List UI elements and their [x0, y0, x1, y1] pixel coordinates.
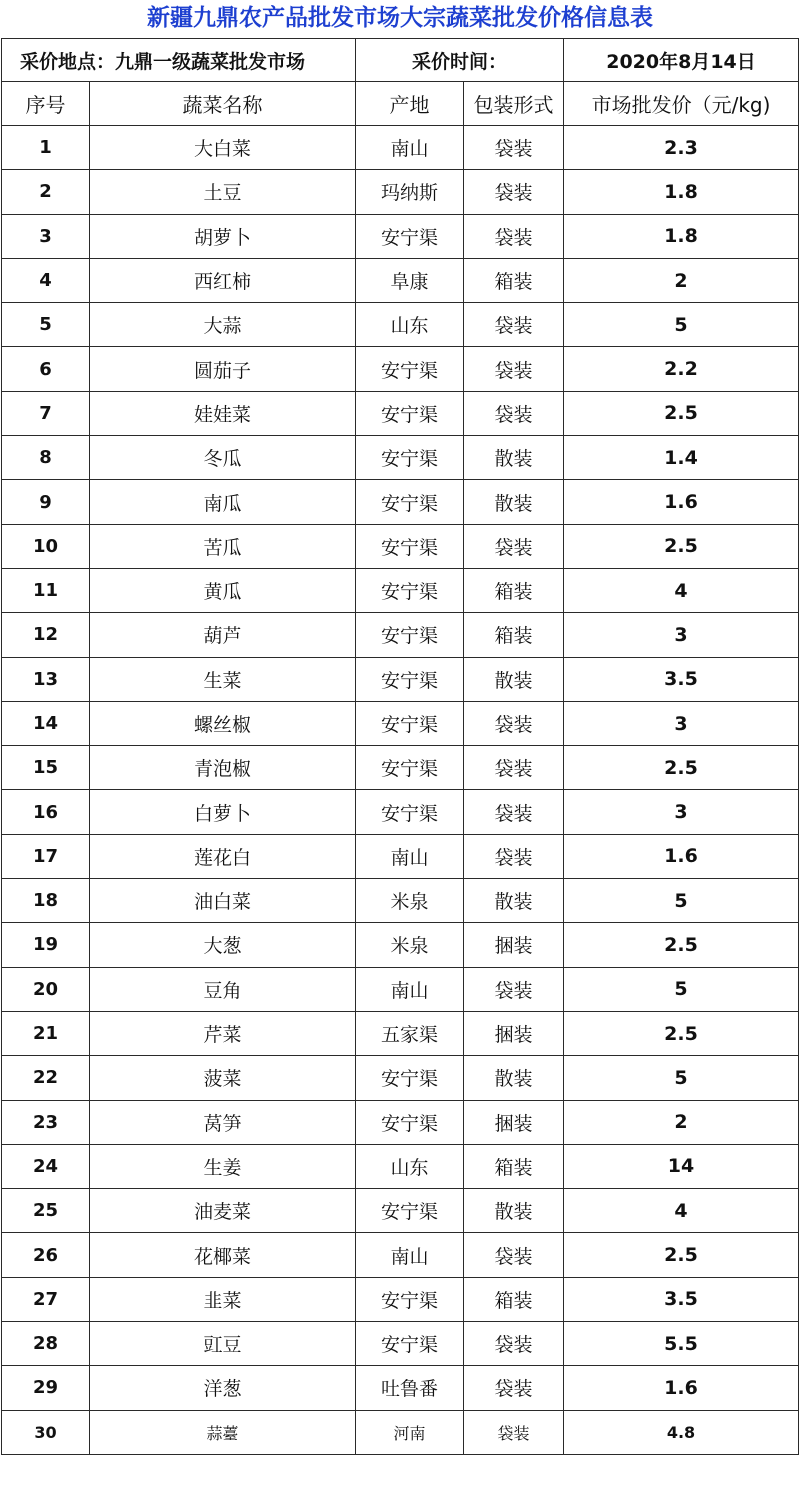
cell-packaging: 散装 [464, 657, 564, 701]
cell-origin: 安宁渠 [356, 701, 464, 745]
cell-origin: 安宁渠 [356, 1056, 464, 1100]
cell-packaging: 箱装 [464, 258, 564, 302]
cell-index: 22 [2, 1056, 90, 1100]
cell-vegetable-name: 蒜薹 [90, 1410, 356, 1454]
table-row [2, 303, 799, 347]
cell-origin: 安宁渠 [356, 436, 464, 480]
cell-origin: 五家渠 [356, 1011, 464, 1055]
cell-vegetable-name: 螺丝椒 [90, 701, 356, 745]
cell-vegetable-name: 胡萝卜 [90, 214, 356, 258]
cell-packaging: 散装 [464, 879, 564, 923]
cell-price: 5 [564, 879, 799, 923]
cell-origin: 南山 [356, 967, 464, 1011]
cell-price: 5.5 [564, 1322, 799, 1366]
cell-vegetable-name: 花椰菜 [90, 1233, 356, 1277]
cell-packaging: 袋装 [464, 834, 564, 878]
cell-price: 3.5 [564, 1277, 799, 1321]
cell-origin: 安宁渠 [356, 480, 464, 524]
cell-price: 1.6 [564, 1366, 799, 1410]
table-row [2, 214, 799, 258]
cell-origin: 南山 [356, 1233, 464, 1277]
cell-vegetable-name: 南瓜 [90, 480, 356, 524]
cell-origin: 安宁渠 [356, 1277, 464, 1321]
header-index: 序号 [2, 82, 90, 126]
cell-vegetable-name: 葫芦 [90, 613, 356, 657]
cell-index: 15 [2, 746, 90, 790]
cell-price: 2 [564, 258, 799, 302]
cell-index: 20 [2, 967, 90, 1011]
table-row [2, 657, 799, 701]
cell-packaging: 散装 [464, 1056, 564, 1100]
table-row [2, 1189, 799, 1233]
table-row [2, 1277, 799, 1321]
cell-origin: 安宁渠 [356, 1322, 464, 1366]
cell-index: 25 [2, 1189, 90, 1233]
cell-vegetable-name: 土豆 [90, 170, 356, 214]
cell-price: 2.5 [564, 391, 799, 435]
cell-origin: 玛纳斯 [356, 170, 464, 214]
info-row [2, 39, 799, 82]
cell-price: 3 [564, 701, 799, 745]
cell-vegetable-name: 韭菜 [90, 1277, 356, 1321]
cell-price: 5 [564, 967, 799, 1011]
table-row [2, 701, 799, 745]
cell-origin: 安宁渠 [356, 214, 464, 258]
table-row [2, 879, 799, 923]
cell-vegetable-name: 大蒜 [90, 303, 356, 347]
cell-packaging: 箱装 [464, 1144, 564, 1188]
table-row [2, 1366, 799, 1410]
cell-packaging: 箱装 [464, 1277, 564, 1321]
cell-price: 1.8 [564, 214, 799, 258]
cell-vegetable-name: 莲花白 [90, 834, 356, 878]
cell-vegetable-name: 大葱 [90, 923, 356, 967]
cell-price: 1.4 [564, 436, 799, 480]
cell-price: 3 [564, 790, 799, 834]
table-row [2, 834, 799, 878]
cell-origin: 安宁渠 [356, 391, 464, 435]
location-cell [2, 39, 356, 82]
table-row [2, 1322, 799, 1366]
cell-vegetable-name: 菠菜 [90, 1056, 356, 1100]
cell-origin: 吐鲁番 [356, 1366, 464, 1410]
cell-index: 23 [2, 1100, 90, 1144]
cell-packaging: 捆装 [464, 1100, 564, 1144]
cell-origin: 米泉 [356, 923, 464, 967]
cell-price: 2.5 [564, 524, 799, 568]
cell-index: 27 [2, 1277, 90, 1321]
price-table [1, 38, 799, 1455]
cell-packaging: 散装 [464, 480, 564, 524]
cell-price: 4.8 [564, 1410, 799, 1454]
cell-index: 16 [2, 790, 90, 834]
cell-index: 4 [2, 258, 90, 302]
cell-packaging: 袋装 [464, 391, 564, 435]
table-row [2, 126, 799, 170]
header-price: 市场批发价（元/kg) [564, 82, 799, 126]
cell-origin: 南山 [356, 834, 464, 878]
table-row [2, 347, 799, 391]
cell-origin: 安宁渠 [356, 1100, 464, 1144]
table-row [2, 967, 799, 1011]
cell-index: 8 [2, 436, 90, 480]
cell-vegetable-name: 生姜 [90, 1144, 356, 1188]
cell-packaging: 散装 [464, 1189, 564, 1233]
cell-index: 19 [2, 923, 90, 967]
cell-vegetable-name: 洋葱 [90, 1366, 356, 1410]
cell-packaging: 袋装 [464, 746, 564, 790]
cell-origin: 河南 [356, 1410, 464, 1454]
cell-index: 11 [2, 568, 90, 612]
table-row [2, 391, 799, 435]
cell-origin: 安宁渠 [356, 613, 464, 657]
cell-vegetable-name: 豇豆 [90, 1322, 356, 1366]
cell-packaging: 箱装 [464, 568, 564, 612]
cell-price: 2.5 [564, 746, 799, 790]
cell-origin: 安宁渠 [356, 790, 464, 834]
cell-vegetable-name: 生菜 [90, 657, 356, 701]
cell-vegetable-name: 苦瓜 [90, 524, 356, 568]
cell-origin: 安宁渠 [356, 568, 464, 612]
cell-index: 3 [2, 214, 90, 258]
cell-origin: 山东 [356, 303, 464, 347]
table-row [2, 258, 799, 302]
time-label: 采价时间： [356, 39, 564, 82]
cell-packaging: 袋装 [464, 790, 564, 834]
page-title: 新疆九鼎农产品批发市场大宗蔬菜批发价格信息表 [147, 5, 653, 31]
table-row [2, 170, 799, 214]
cell-index: 6 [2, 347, 90, 391]
cell-index: 1 [2, 126, 90, 170]
cell-vegetable-name: 白萝卜 [90, 790, 356, 834]
cell-price: 2 [564, 1100, 799, 1144]
cell-price: 5 [564, 303, 799, 347]
cell-packaging: 袋装 [464, 1322, 564, 1366]
cell-packaging: 箱装 [464, 613, 564, 657]
cell-index: 30 [2, 1410, 90, 1454]
cell-packaging: 袋装 [464, 524, 564, 568]
cell-price: 14 [564, 1144, 799, 1188]
cell-index: 7 [2, 391, 90, 435]
table-row [2, 436, 799, 480]
cell-vegetable-name: 西红柿 [90, 258, 356, 302]
cell-index: 10 [2, 524, 90, 568]
cell-vegetable-name: 油麦菜 [90, 1189, 356, 1233]
cell-packaging: 袋装 [464, 170, 564, 214]
cell-price: 3 [564, 613, 799, 657]
cell-vegetable-name: 油白菜 [90, 879, 356, 923]
cell-price: 5 [564, 1056, 799, 1100]
cell-origin: 安宁渠 [356, 1189, 464, 1233]
cell-packaging: 袋装 [464, 701, 564, 745]
cell-index: 14 [2, 701, 90, 745]
cell-origin: 米泉 [356, 879, 464, 923]
cell-vegetable-name: 芹菜 [90, 1011, 356, 1055]
cell-vegetable-name: 圆茄子 [90, 347, 356, 391]
cell-packaging: 袋装 [464, 1233, 564, 1277]
table-row [2, 1144, 799, 1188]
table-row [2, 1011, 799, 1055]
table-row [2, 568, 799, 612]
cell-packaging: 袋装 [464, 967, 564, 1011]
cell-origin: 南山 [356, 126, 464, 170]
location-label: 采价地点： [20, 50, 116, 73]
cell-index: 17 [2, 834, 90, 878]
cell-index: 26 [2, 1233, 90, 1277]
cell-index: 24 [2, 1144, 90, 1188]
cell-price: 3.5 [564, 657, 799, 701]
table-row [2, 613, 799, 657]
cell-index: 29 [2, 1366, 90, 1410]
cell-index: 2 [2, 170, 90, 214]
cell-packaging: 袋装 [464, 214, 564, 258]
cell-index: 13 [2, 657, 90, 701]
table-row [2, 923, 799, 967]
cell-packaging: 散装 [464, 436, 564, 480]
cell-packaging: 袋装 [464, 126, 564, 170]
cell-index: 9 [2, 480, 90, 524]
cell-index: 5 [2, 303, 90, 347]
cell-vegetable-name: 青泡椒 [90, 746, 356, 790]
table-row [2, 746, 799, 790]
cell-origin: 安宁渠 [356, 657, 464, 701]
table-row [2, 1410, 799, 1454]
cell-packaging: 捆装 [464, 923, 564, 967]
cell-price: 1.8 [564, 170, 799, 214]
table-row [2, 1233, 799, 1277]
cell-packaging: 袋装 [464, 347, 564, 391]
location-value: 九鼎一级蔬菜批发市场 [115, 50, 306, 73]
cell-price: 2.3 [564, 126, 799, 170]
cell-vegetable-name: 大白菜 [90, 126, 356, 170]
cell-price: 1.6 [564, 834, 799, 878]
cell-packaging: 捆装 [464, 1011, 564, 1055]
cell-index: 21 [2, 1011, 90, 1055]
cell-price: 2.5 [564, 923, 799, 967]
cell-vegetable-name: 娃娃菜 [90, 391, 356, 435]
cell-price: 2.2 [564, 347, 799, 391]
cell-price: 2.5 [564, 1233, 799, 1277]
table-row [2, 480, 799, 524]
header-packaging: 包装形式 [464, 82, 564, 126]
cell-vegetable-name: 莴笋 [90, 1100, 356, 1144]
table-row [2, 524, 799, 568]
cell-origin: 安宁渠 [356, 347, 464, 391]
cell-vegetable-name: 黄瓜 [90, 568, 356, 612]
cell-price: 4 [564, 568, 799, 612]
cell-price: 1.6 [564, 480, 799, 524]
time-value: 2020年8月14日 [564, 39, 799, 82]
cell-vegetable-name: 豆角 [90, 967, 356, 1011]
cell-index: 18 [2, 879, 90, 923]
cell-vegetable-name: 冬瓜 [90, 436, 356, 480]
cell-packaging: 袋装 [464, 1366, 564, 1410]
cell-origin: 阜康 [356, 258, 464, 302]
table-row [2, 790, 799, 834]
cell-packaging: 袋装 [464, 303, 564, 347]
cell-index: 28 [2, 1322, 90, 1366]
header-row [2, 82, 799, 126]
header-name: 蔬菜名称 [90, 82, 356, 126]
cell-packaging: 袋装 [464, 1410, 564, 1454]
cell-origin: 山东 [356, 1144, 464, 1188]
table-row [2, 1100, 799, 1144]
cell-origin: 安宁渠 [356, 746, 464, 790]
cell-price: 4 [564, 1189, 799, 1233]
cell-origin: 安宁渠 [356, 524, 464, 568]
cell-price: 2.5 [564, 1011, 799, 1055]
table-row [2, 1056, 799, 1100]
header-origin: 产地 [356, 82, 464, 126]
cell-index: 12 [2, 613, 90, 657]
